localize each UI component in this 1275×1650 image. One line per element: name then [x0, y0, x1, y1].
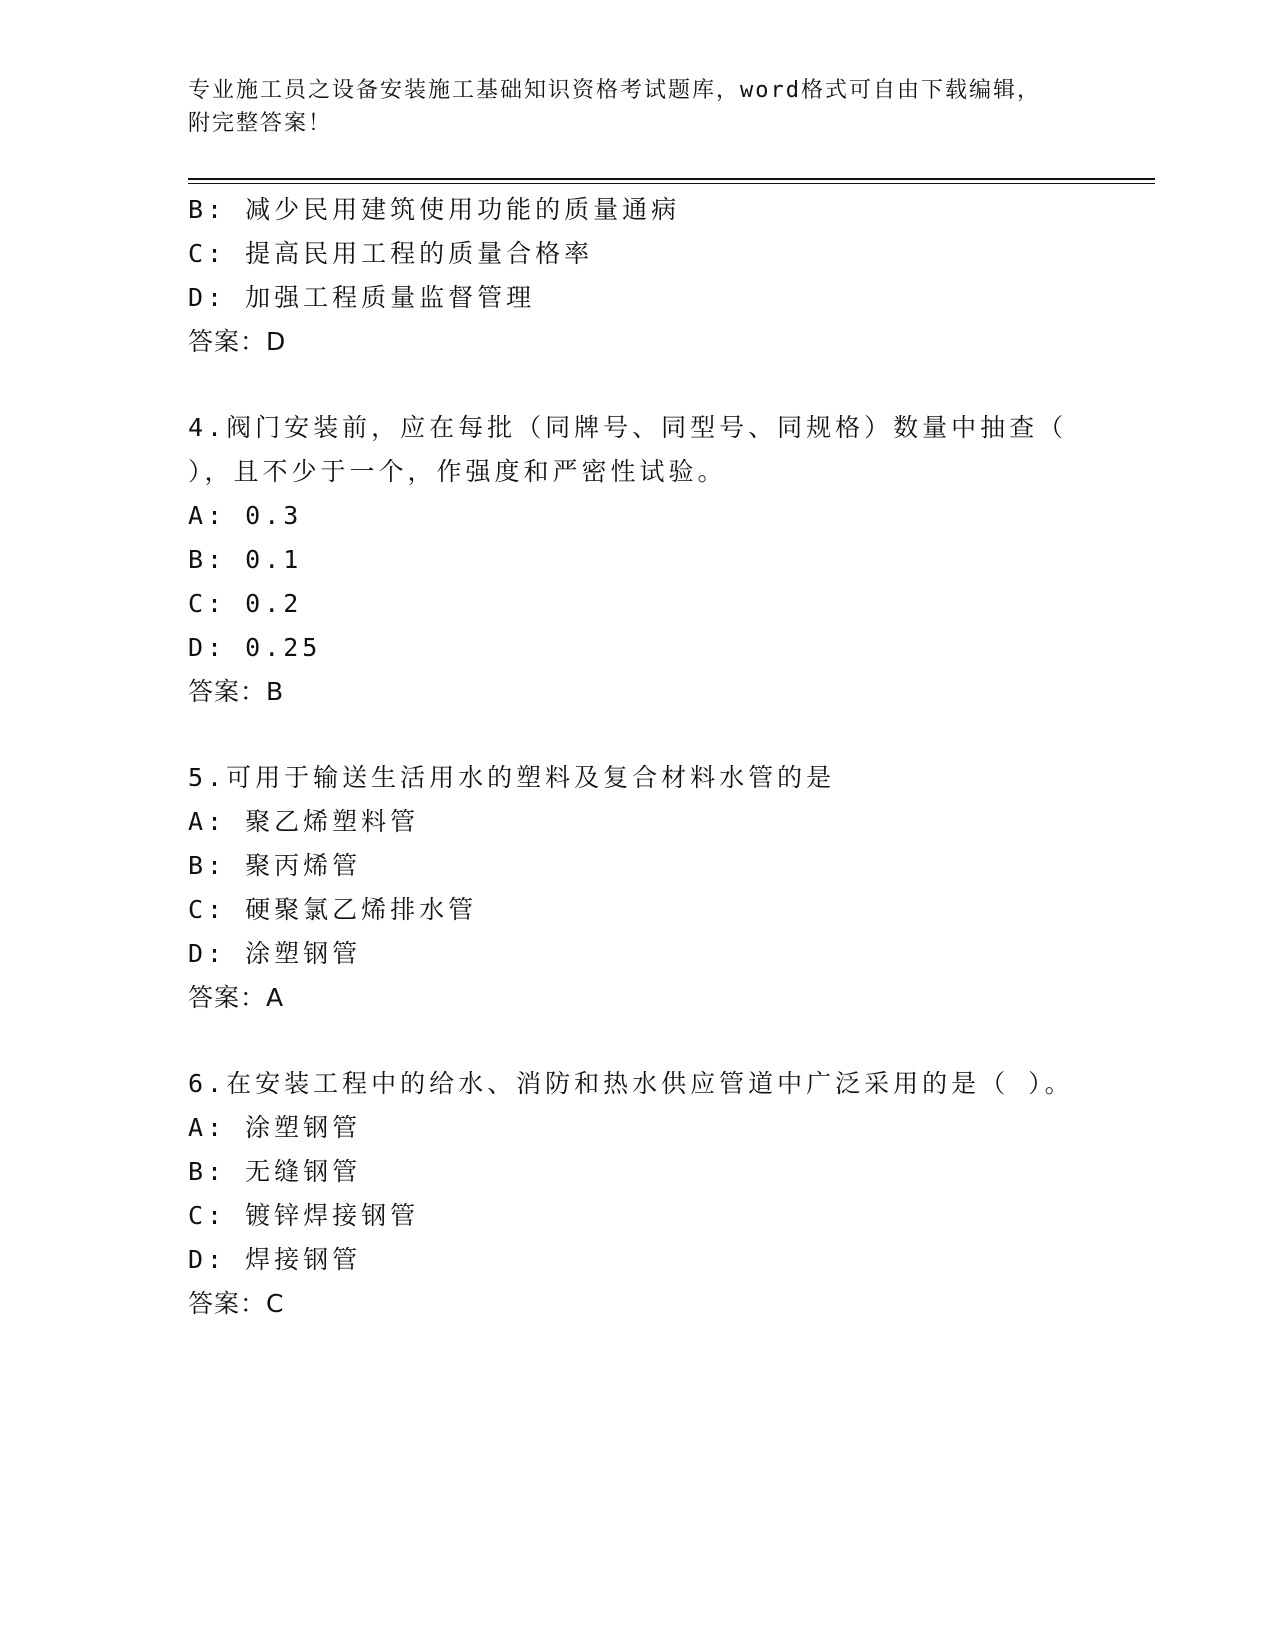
- header-divider-thick: [188, 178, 1155, 180]
- q5-option-c: C: 硬聚氯乙烯排水管: [188, 895, 478, 924]
- q6-option-a: A: 涂塑钢管: [188, 1113, 362, 1142]
- q4-question-line-1: 4.阀门安装前，应在每批（同牌号、同型号、同规格）数量中抽查（: [188, 413, 1068, 442]
- q6-question-line-1: 6.在安装工程中的给水、消防和热水供应管道中广泛采用的是（ ）。: [188, 1069, 1074, 1098]
- q6-answer: 答案：C: [188, 1289, 285, 1318]
- q5-option-b: B: 聚丙烯管: [188, 851, 362, 880]
- q4-question-line-2: ），且不少于一个，作强度和严密性试验。: [188, 457, 727, 486]
- q4-option-b: B: 0.1: [188, 545, 303, 574]
- q6-option-b: B: 无缝钢管: [188, 1157, 362, 1186]
- header-divider-thin: [188, 183, 1155, 184]
- q4-option-c: C: 0.2: [188, 589, 303, 618]
- header-line-2: 附完整答案！: [188, 111, 333, 136]
- q6-option-c: C: 镀锌焊接钢管: [188, 1201, 420, 1230]
- document-header: [188, 74, 1088, 140]
- q4-answer: 答案：B: [188, 677, 285, 706]
- q5-option-d: D: 涂塑钢管: [188, 939, 362, 968]
- q5-question-line-1: 5.可用于输送生活用水的塑料及复合材料水管的是: [188, 763, 836, 792]
- q5-answer: 答案：A: [188, 983, 285, 1012]
- q4-option-d: D: 0.25: [188, 633, 322, 662]
- q3-answer: 答案：D: [188, 327, 287, 356]
- q3-option-d: D: 加强工程质量监督管理: [188, 283, 536, 312]
- header-line-1: 专业施工员之设备安装施工基础知识资格考试题库，word格式可自由下载编辑，: [188, 78, 1041, 103]
- q6-option-d: D: 焊接钢管: [188, 1245, 362, 1274]
- q5-option-a: A: 聚乙烯塑料管: [188, 807, 420, 836]
- q4-option-a: A: 0.3: [188, 501, 303, 530]
- q3-option-c: C: 提高民用工程的质量合格率: [188, 239, 594, 268]
- q3-option-b: B: 减少民用建筑使用功能的质量通病: [188, 195, 681, 224]
